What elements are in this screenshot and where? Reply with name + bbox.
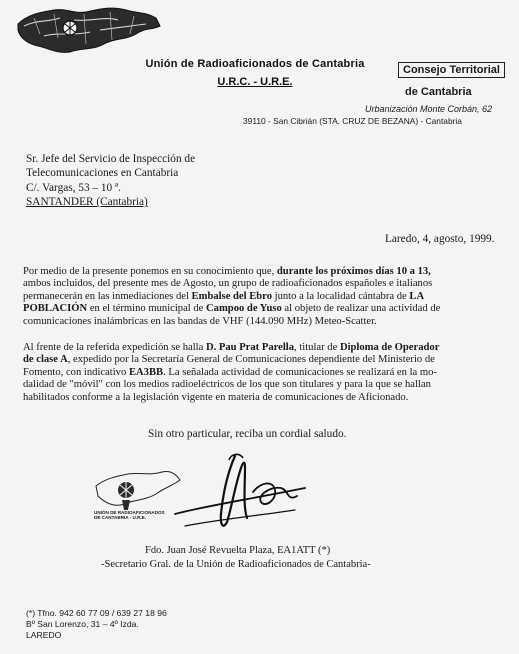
paragraph-line: POBLACIÓN en el término municipal de Campoo de Yuso al objeto de realizar una actividad de xyxy=(23,303,441,315)
organization-name: Unión de Radioaficionados de Cantabria xyxy=(145,58,365,70)
footer-contact xyxy=(26,608,167,641)
footer-phone: (*) Tfno. 942 60 77 09 / 639 27 18 96 xyxy=(26,608,167,618)
signatory-role: -Secretario Gral. de la Unión de Radioaficionados de Cantabria- xyxy=(101,559,371,570)
paragraph-line: Fomento, con indicativo EA3BB. La señalada actividad de comunicaciones se realizará en la mo- xyxy=(23,366,437,378)
paragraph-line: Por medio de la presente ponemos en su conocimiento que, durante los próximos días 10 a 13, xyxy=(23,266,431,277)
stamp-caption: UNIÓN DE RADIOAFICIONADOS DE CANTABRIA - U.R.E. xyxy=(94,510,165,521)
handwritten-signature-icon xyxy=(165,452,315,540)
letter-date: Laredo, 4, agosto, 1999. xyxy=(385,233,495,245)
recipient-line: C/. Vargas, 53 – 10 ª. xyxy=(26,181,121,194)
council-region: de Cantabria xyxy=(405,86,472,98)
bold-dates: durante los próximos días 10 a 13, xyxy=(276,266,431,277)
organization-abbreviation: U.R.C. - U.R.E. xyxy=(217,76,293,88)
recipient-line: Sr. Jefe del Servicio de Inspección de xyxy=(26,153,196,165)
paragraph-line: comunicaciones inalámbricas en las bandas de VHF (144.090 MHz) Meteo-Scatter. xyxy=(23,315,377,327)
recipient-address xyxy=(26,152,195,210)
paragraph-line: Al frente de la referida expedición se halla D. Pau Prat Parella, titular de Diploma de Operador xyxy=(23,342,440,353)
paragraph-line: permanecerán en las inmediaciones del Embalse del Ebro junto a la localidad cántabra de LA xyxy=(23,290,425,302)
closing-salutation: Sin otro particular, reciba un cordial saludo. xyxy=(148,428,347,440)
body-paragraph-2 xyxy=(23,342,501,404)
paragraph-line: de clase A, expedido por la Secretaría General de Comunicaciones dependiente del Ministerio de xyxy=(23,354,435,366)
paragraph-line: habilitados conforme a la legislación vigente en materia de comunicaciones de Aficionado. xyxy=(23,391,409,403)
council-title-box: Consejo Territorial xyxy=(398,62,505,78)
footer-city: LAREDO xyxy=(26,630,62,640)
sender-address-line2: 39110 - San Cibrián (STA. CRUZ DE BEZANA) - Cantabria xyxy=(243,116,462,126)
recipient-city: SANTANDER (Cantabria) xyxy=(26,196,148,209)
signatory-name: Fdo. Juan José Revuelta Plaza, EA1ATT (*) xyxy=(145,545,331,556)
sender-address-line1: Urbanización Monte Corbán, 62 xyxy=(365,104,493,114)
recipient-line: Telecomunicaciones en Cantabria xyxy=(26,167,179,180)
cantabria-map-logo-icon xyxy=(14,4,164,56)
paragraph-line: ambos incluidos, del presente mes de Agosto, un grupo de radioaficionados españoles e italianos xyxy=(23,278,433,290)
paragraph-line: dalidad de "móvil" con los medios radioeléctricos de los que son titulares y para la que se hallan xyxy=(23,379,431,391)
footer-street: Bº San Lorenzo, 31 – 4º Izda. xyxy=(26,619,139,629)
body-paragraph-1 xyxy=(23,266,501,328)
